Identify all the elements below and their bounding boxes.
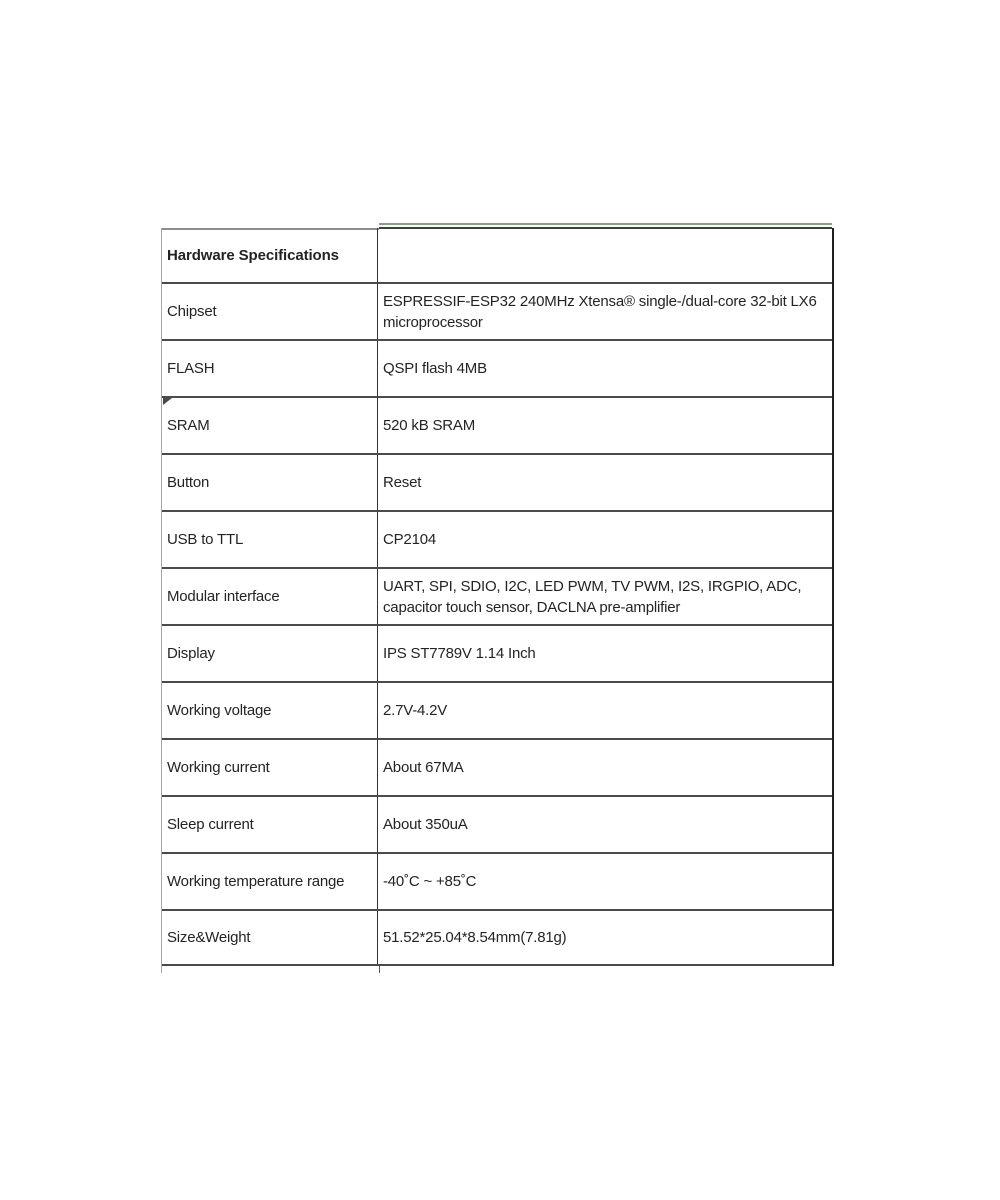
- spec-value: IPS ST7789V 1.14 Inch: [383, 645, 536, 662]
- spec-row-working-voltage: [162, 683, 832, 740]
- cropped-row-line-tail-left: [161, 966, 162, 973]
- header-empty-cell: [378, 228, 832, 282]
- spec-label: Working temperature range: [162, 854, 378, 909]
- green-accent-line: [379, 223, 832, 225]
- spec-value: 2.7V-4.2V: [383, 702, 448, 719]
- spec-row-sram: [162, 398, 832, 455]
- spec-row-working-temperature-range: [162, 854, 832, 911]
- hardware-spec-table: [161, 228, 834, 966]
- spec-value: CP2104: [383, 531, 437, 548]
- spec-row-display: [162, 626, 832, 683]
- spec-row-working-current: [162, 740, 832, 797]
- spec-value: ESPRESSIF-ESP32 240MHz Xtensa® single-/dual-core 32-bit LX6 microprocessor: [383, 292, 817, 331]
- spec-label: Display: [162, 626, 378, 681]
- spec-label: SRAM: [162, 398, 378, 453]
- spec-label: Button: [162, 455, 378, 510]
- cropped-row-line-tail-center: [379, 966, 380, 973]
- spec-row-sleep-current: [162, 797, 832, 854]
- spec-value: UART, SPI, SDIO, I2C, LED PWM, TV PWM, I2S, IRGPIO, ADC, capacitor touch sensor, DACLNA pre-amplifier: [383, 577, 802, 616]
- spec-value: QSPI flash 4MB: [383, 360, 487, 377]
- spec-label: Modular interface: [162, 569, 378, 624]
- table-title: Hardware Specifications: [162, 228, 378, 282]
- spec-row-chipset: [162, 284, 832, 341]
- spec-row-modular-interface: [162, 569, 832, 626]
- spec-label: USB to TTL: [162, 512, 378, 567]
- spec-value: About 67MA: [383, 759, 464, 776]
- spec-header-row: [162, 228, 832, 284]
- spec-row-size-weight: [162, 911, 832, 966]
- spec-row-usb-to-ttl: [162, 512, 832, 569]
- spec-label: Chipset: [162, 284, 378, 339]
- spec-label: Working current: [162, 740, 378, 795]
- spec-value: Reset: [383, 474, 422, 491]
- spec-value: -40˚C ~ +85˚C: [383, 873, 477, 890]
- spec-row-flash: [162, 341, 832, 398]
- spec-label: Size&Weight: [162, 911, 378, 964]
- spec-label: Sleep current: [162, 797, 378, 852]
- spec-value: 520 kB SRAM: [383, 417, 476, 434]
- spec-label: Working voltage: [162, 683, 378, 738]
- spec-value: About 350uA: [383, 816, 468, 833]
- spec-label: FLASH: [162, 341, 378, 396]
- spec-value: 51.52*25.04*8.54mm(7.81g): [383, 929, 567, 946]
- spec-row-button: [162, 455, 832, 512]
